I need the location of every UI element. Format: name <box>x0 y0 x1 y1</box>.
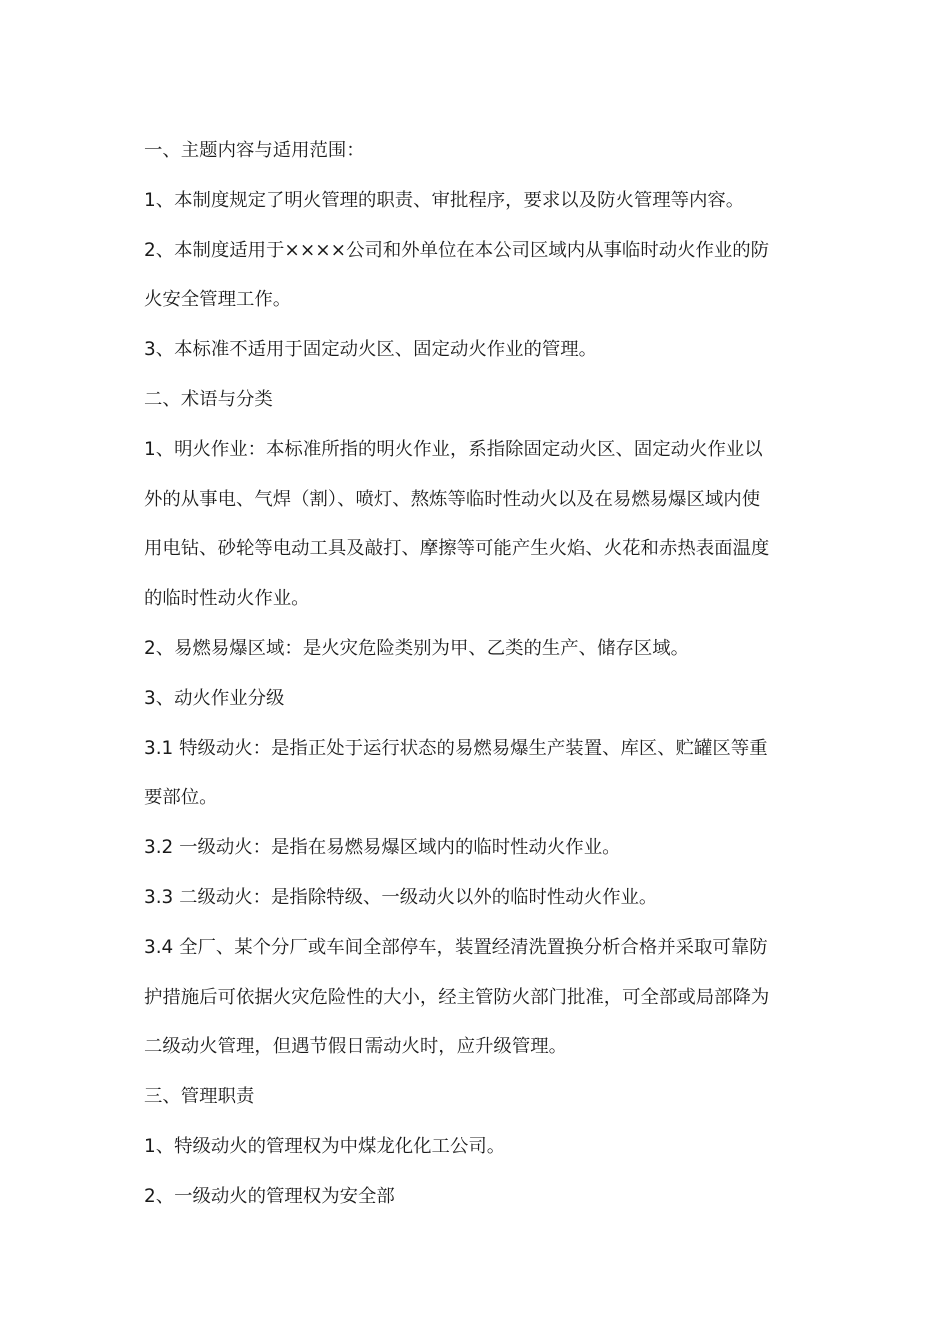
paragraph-line: 二级动火管理，但遇节假日需动火时，应升级管理。 <box>144 1036 567 1058</box>
paragraph-line: 用电钻、砂轮等电动工具及敲打、摩擦等可能产生火焰、火花和赤热表面温度 <box>144 538 770 560</box>
paragraph-line: 1、特级动火的管理权为中煤龙化化工公司。 <box>144 1135 506 1157</box>
paragraph-line: 3.3 二级动火：是指除特级、一级动火以外的临时性动火作业。 <box>144 886 658 908</box>
paragraph-line: 火安全管理工作。 <box>144 289 292 311</box>
section-heading-duties: 三、管理职责 <box>144 1086 255 1108</box>
paragraph-line: 1、本制度规定了明火管理的职责、审批程序，要求以及防火管理等内容。 <box>144 189 745 211</box>
paragraph-line: 要部位。 <box>144 787 218 809</box>
subsection-heading-grading: 3、动火作业分级 <box>144 687 285 709</box>
paragraph-line: 1、明火作业：本标准所指的明火作业，系指除固定动火区、固定动火作业以 <box>144 438 763 460</box>
paragraph-line: 3.2 一级动火：是指在易燃易爆区域内的临时性动火作业。 <box>144 837 621 859</box>
paragraph-line: 3.1 特级动火：是指正处于运行状态的易燃易爆生产装置、库区、贮罐区等重 <box>144 737 768 759</box>
document-page <box>144 126 812 1222</box>
paragraph-line: 3、本标准不适用于固定动火区、固定动火作业的管理。 <box>144 339 598 361</box>
paragraph-line: 2、易燃易爆区域：是火灾危险类别为甲、乙类的生产、储存区域。 <box>144 637 690 659</box>
section-heading-scope: 一、主题内容与适用范围： <box>144 140 365 161</box>
paragraph-line: 2、本制度适用于××××公司和外单位在本公司区域内从事临时动火作业的防 <box>144 239 770 261</box>
paragraph-line: 护措施后可依据火灾危险性的大小，经主管防火部门批准，可全部或局部降为 <box>144 986 770 1008</box>
section-heading-terms: 二、术语与分类 <box>144 388 273 410</box>
paragraph-line: 外的从事电、气焊（割）、喷灯、熬炼等临时性动火以及在易燃易爆区域内使 <box>144 488 761 510</box>
paragraph-line: 2、一级动火的管理权为安全部 <box>144 1185 395 1207</box>
paragraph-line: 的临时性动火作业。 <box>144 588 310 610</box>
paragraph-line: 3.4 全厂、某个分厂或车间全部停车，装置经清洗置换分析合格并采取可靠防 <box>144 936 768 958</box>
